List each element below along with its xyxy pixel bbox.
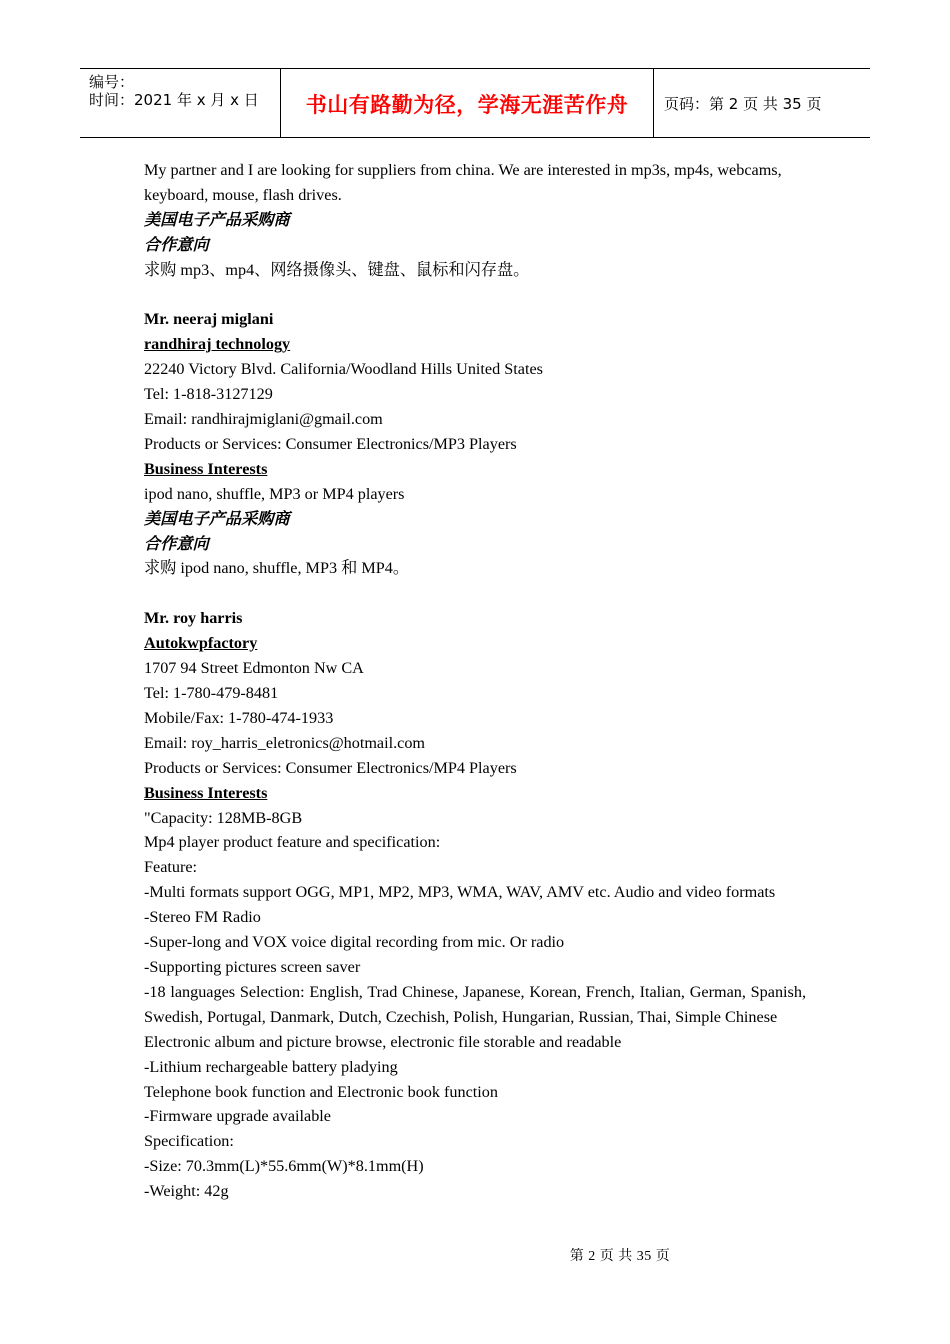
body-line: Electronic album and picture browse, electronic file storable and readable: [144, 1032, 622, 1051]
body-line: -Super-long and VOX voice digital recording from mic. Or radio: [144, 933, 565, 952]
header-motto-cell: [281, 69, 654, 137]
body-line: "Capacity: 128MB-8GB: [144, 808, 303, 827]
body-line: Telephone book function and Electronic book function: [144, 1082, 498, 1101]
body-paragraph: -18 languages Selection: English, Trad Chinese, Japanese, Korean, French, Italian, German, Spanish, Swedish, Portugal, Danmark, Dutch, Czechish, Polish, Hungarian, Russian, Thai, Simple Chinese: [144, 982, 806, 1026]
body-line: -Firmware upgrade available: [144, 1107, 331, 1126]
body-line: ipod nano, shuffle, MP3 or MP4 players: [144, 484, 405, 503]
body-line: -Weight: 42g: [144, 1182, 229, 1201]
blank-line: [144, 283, 806, 308]
body-line: Tel: 1-780-479-8481: [144, 684, 279, 702]
body-line: Specification:: [144, 1132, 234, 1151]
section-heading: Business Interests: [144, 459, 268, 478]
page-footer: 第 2 页 共 35 页: [569, 1249, 671, 1264]
chinese-heading: 合作意向: [144, 534, 209, 553]
body-line: 求购 ipod nano, shuffle, MP3 和 MP4。: [144, 559, 410, 578]
motto-text: 书山有路勤为径，学海无涯苦作舟: [305, 93, 629, 117]
body-line: Products or Services: Consumer Electronics/MP4 Players: [144, 758, 517, 777]
number-label: 编号：: [89, 73, 135, 91]
time-label: 时间：2021 年 x 月 x 日: [89, 91, 259, 109]
contact-name: Mr. roy harris: [144, 609, 243, 628]
chinese-heading: 美国电子产品采购商: [144, 509, 290, 528]
document-body: [144, 158, 806, 1204]
section-heading: randhiraj technology: [144, 335, 291, 354]
body-line: Email: roy_harris_eletronics@hotmail.com: [144, 733, 426, 752]
header-meta-cell: [80, 69, 281, 137]
section-heading: Autokwpfactory: [144, 634, 258, 653]
body-line: Email: randhirajmiglani@gmail.com: [144, 410, 383, 429]
page-info: 页码：第 2 页 共 35 页: [664, 95, 822, 113]
body-line: 22240 Victory Blvd. California/Woodland Hills United States: [144, 360, 543, 379]
blank-line: [144, 581, 806, 606]
body-line: -Lithium rechargeable battery pladying: [144, 1057, 398, 1076]
body-line: -Stereo FM Radio: [144, 908, 261, 927]
body-line: -Multi formats support OGG, MP1, MP2, MP3, WMA, WAV, AMV etc. Audio and video formats: [144, 883, 776, 902]
body-line: 求购 mp3、mp4、网络摄像头、键盘、鼠标和闪存盘。: [144, 260, 530, 279]
body-line: 1707 94 Street Edmonton Nw CA: [144, 659, 364, 678]
body-line: My partner and I are looking for suppliers from china. We are interested in mp3s, mp4s, webcams, keyboard, mouse, flash drives.: [144, 161, 782, 204]
chinese-heading: 合作意向: [144, 235, 209, 254]
body-line: Feature:: [144, 858, 198, 877]
section-heading: Business Interests: [144, 783, 268, 802]
body-line: -Supporting pictures screen saver: [144, 957, 361, 976]
page-header: [80, 68, 870, 138]
chinese-heading: 美国电子产品采购商: [144, 210, 290, 229]
body-line: Mp4 player product feature and specification:: [144, 833, 441, 852]
body-line: Mobile/Fax: 1-780-474-1933: [144, 708, 334, 727]
body-line: Products or Services: Consumer Electronics/MP3 Players: [144, 434, 517, 453]
body-line: Tel: 1-818-3127129: [144, 385, 273, 404]
body-line: -Size: 70.3mm(L)*55.6mm(W)*8.1mm(H): [144, 1157, 424, 1176]
contact-name: Mr. neeraj miglani: [144, 310, 274, 329]
header-page-cell: [654, 69, 870, 137]
